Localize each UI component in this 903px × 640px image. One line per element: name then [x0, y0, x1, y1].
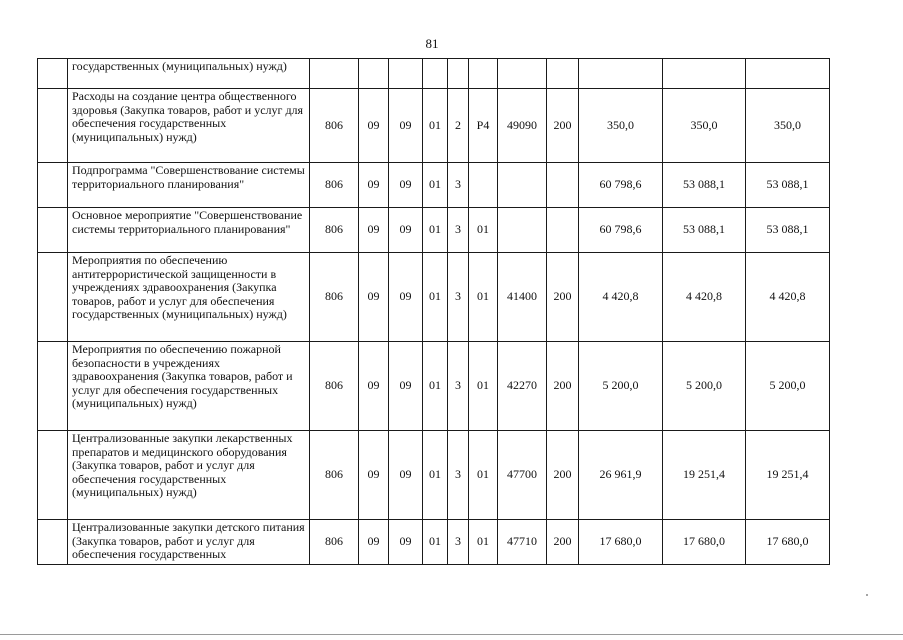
budget-table	[37, 58, 830, 565]
direction-code: 47700	[498, 431, 547, 520]
direction-code	[498, 208, 547, 253]
amount-year-3: 350,0	[746, 89, 830, 163]
program-code: 01	[423, 253, 448, 342]
index-cell	[38, 163, 68, 208]
ministry-code: 806	[310, 89, 359, 163]
subsection-code: 09	[389, 208, 423, 253]
amount-year-1: 26 961,9	[579, 431, 663, 520]
event-code: 01	[469, 253, 498, 342]
program-code: 01	[423, 89, 448, 163]
subprogram-code: 3	[448, 342, 469, 431]
amount-year-3: 5 200,0	[746, 342, 830, 431]
index-cell	[38, 342, 68, 431]
program-code: 01	[423, 208, 448, 253]
amount-year-2: 19 251,4	[663, 431, 746, 520]
amount-year-3: 53 088,1	[746, 208, 830, 253]
amount-year-2: 4 420,8	[663, 253, 746, 342]
subprogram-code: 2	[448, 89, 469, 163]
amount-year-1	[579, 59, 663, 89]
amount-year-2: 350,0	[663, 89, 746, 163]
amount-year-3: 17 680,0	[746, 520, 830, 565]
section-code: 09	[359, 208, 389, 253]
expense-type-code: 200	[547, 89, 579, 163]
section-code: 09	[359, 520, 389, 565]
index-cell	[38, 59, 68, 89]
expense-type-code: 200	[547, 520, 579, 565]
item-name: Централизованные закупки лекарственных препаратов и медицинского оборудования (Закупка товаров, работ и услуг для обеспечения государственных (муниципальных) нужд)	[68, 431, 310, 520]
item-name: государственных (муниципальных) нужд)	[68, 59, 310, 89]
item-name: Мероприятия по обеспечению пожарной безопасности в учреждениях здравоохранения (Закупка товаров, работ и услуг для обеспечения государственных (муниципальных) нужд)	[68, 342, 310, 431]
ministry-code: 806	[310, 520, 359, 565]
expense-type-code	[547, 59, 579, 89]
amount-year-1: 5 200,0	[579, 342, 663, 431]
subprogram-code: 3	[448, 163, 469, 208]
section-code: 09	[359, 431, 389, 520]
page-number: 81	[425, 36, 439, 51]
table-row	[38, 342, 830, 431]
section-code: 09	[359, 342, 389, 431]
subprogram-code: 3	[448, 520, 469, 565]
section-code	[359, 59, 389, 89]
item-name: Мероприятия по обеспечению антитеррористической защищенности в учреждениях здравоохранения (Закупка товаров, работ и услуг для обеспечения государственных (муниципальных) нужд)	[68, 253, 310, 342]
expense-type-code	[547, 163, 579, 208]
amount-year-2: 5 200,0	[663, 342, 746, 431]
table-row	[38, 208, 830, 253]
event-code: 01	[469, 520, 498, 565]
section-code: 09	[359, 89, 389, 163]
direction-code: 47710	[498, 520, 547, 565]
index-cell	[38, 520, 68, 565]
item-name: Централизованные закупки детского питания (Закупка товаров, работ и услуг для обеспечения государственных	[68, 520, 310, 565]
program-code: 01	[423, 342, 448, 431]
amount-year-2: 53 088,1	[663, 208, 746, 253]
subsection-code: 09	[389, 163, 423, 208]
amount-year-2: 17 680,0	[663, 520, 746, 565]
subprogram-code: 3	[448, 208, 469, 253]
amount-year-1: 350,0	[579, 89, 663, 163]
ministry-code: 806	[310, 253, 359, 342]
index-cell	[38, 431, 68, 520]
amount-year-3	[746, 59, 830, 89]
page-bottom-rule	[0, 634, 903, 635]
direction-code	[498, 163, 547, 208]
subprogram-code: 3	[448, 431, 469, 520]
event-code: 01	[469, 342, 498, 431]
item-name: Расходы на создание центра общественного здоровья (Закупка товаров, работ и услуг для обеспечения государственных (муниципальных) нужд)	[68, 89, 310, 163]
subsection-code: 09	[389, 342, 423, 431]
scan-speck	[866, 594, 868, 596]
direction-code	[498, 59, 547, 89]
expense-type-code: 200	[547, 342, 579, 431]
subsection-code: 09	[389, 520, 423, 565]
subprogram-code	[448, 59, 469, 89]
table-row	[38, 520, 830, 565]
expense-type-code	[547, 208, 579, 253]
subsection-code: 09	[389, 431, 423, 520]
event-code: Р4	[469, 89, 498, 163]
item-name: Подпрограмма "Совершенствование системы территориального планирования"	[68, 163, 310, 208]
table-row	[38, 253, 830, 342]
program-code: 01	[423, 163, 448, 208]
event-code	[469, 163, 498, 208]
subsection-code: 09	[389, 89, 423, 163]
amount-year-3: 53 088,1	[746, 163, 830, 208]
ministry-code	[310, 59, 359, 89]
amount-year-3: 19 251,4	[746, 431, 830, 520]
subsection-code: 09	[389, 253, 423, 342]
event-code: 01	[469, 431, 498, 520]
amount-year-2	[663, 59, 746, 89]
ministry-code: 806	[310, 431, 359, 520]
amount-year-2: 53 088,1	[663, 163, 746, 208]
expense-type-code: 200	[547, 431, 579, 520]
amount-year-1: 4 420,8	[579, 253, 663, 342]
table-row	[38, 431, 830, 520]
ministry-code: 806	[310, 163, 359, 208]
expense-type-code: 200	[547, 253, 579, 342]
table-row	[38, 59, 830, 89]
item-name: Основное мероприятие "Совершенствование системы территориального планирования"	[68, 208, 310, 253]
direction-code: 42270	[498, 342, 547, 431]
section-code: 09	[359, 163, 389, 208]
table-row	[38, 163, 830, 208]
index-cell	[38, 253, 68, 342]
table-row	[38, 89, 830, 163]
amount-year-1: 17 680,0	[579, 520, 663, 565]
program-code: 01	[423, 431, 448, 520]
index-cell	[38, 89, 68, 163]
amount-year-1: 60 798,6	[579, 208, 663, 253]
program-code	[423, 59, 448, 89]
event-code	[469, 59, 498, 89]
section-code: 09	[359, 253, 389, 342]
amount-year-3: 4 420,8	[746, 253, 830, 342]
subsection-code	[389, 59, 423, 89]
program-code: 01	[423, 520, 448, 565]
direction-code: 49090	[498, 89, 547, 163]
amount-year-1: 60 798,6	[579, 163, 663, 208]
direction-code: 41400	[498, 253, 547, 342]
subprogram-code: 3	[448, 253, 469, 342]
event-code: 01	[469, 208, 498, 253]
index-cell	[38, 208, 68, 253]
ministry-code: 806	[310, 208, 359, 253]
ministry-code: 806	[310, 342, 359, 431]
